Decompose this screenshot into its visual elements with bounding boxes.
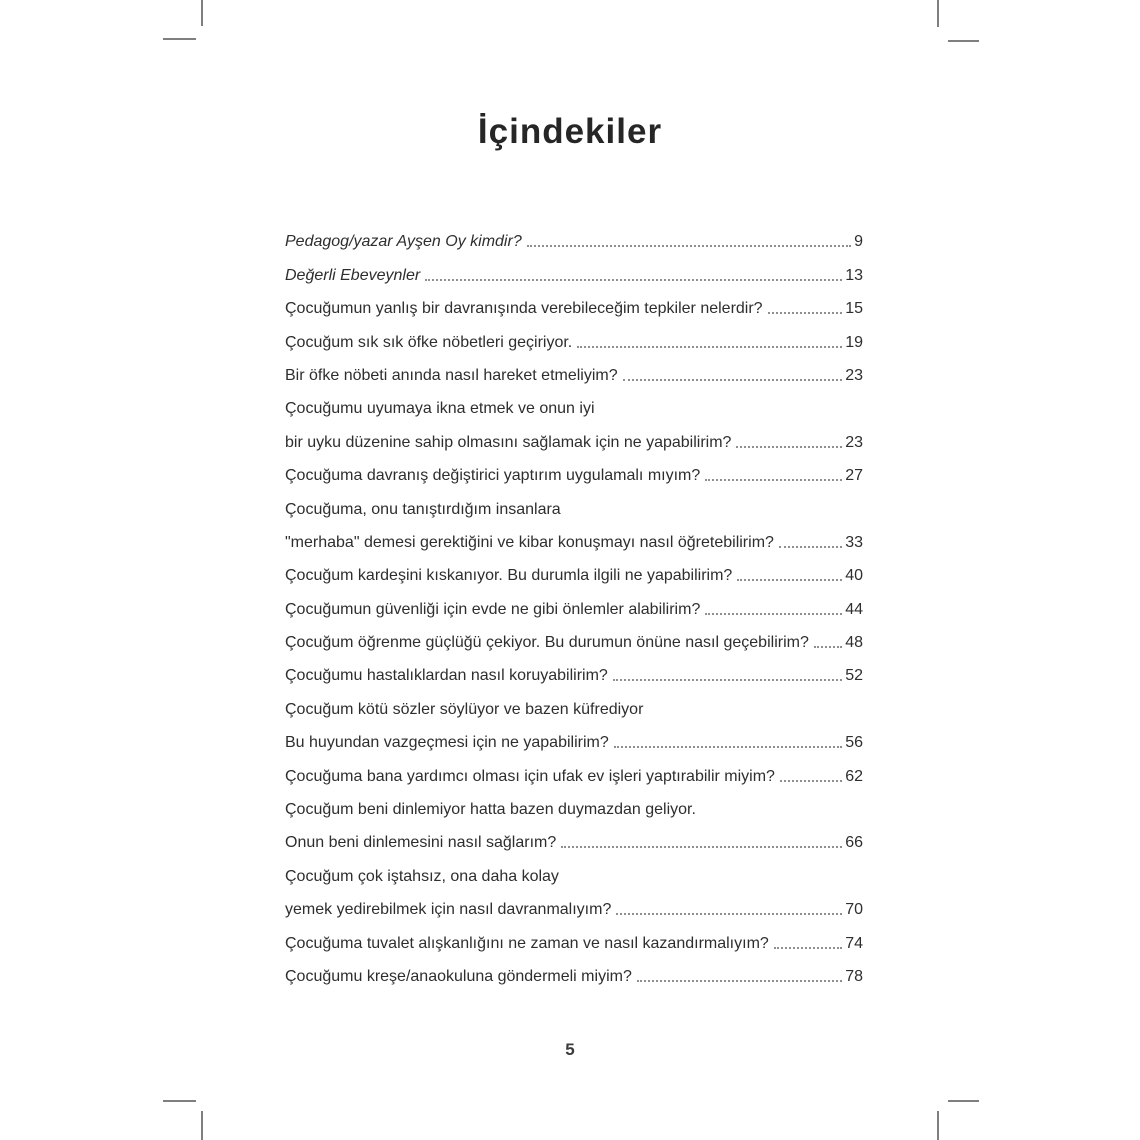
toc-entry-text: Çocuğuma, onu tanıştırdığım insanlara — [285, 500, 561, 518]
toc-leader-dots — [736, 446, 842, 448]
toc-leader-dots — [616, 913, 842, 915]
toc-leader-dots — [613, 679, 842, 681]
toc-entry-line — [285, 253, 863, 286]
page-number: 5 — [565, 1040, 575, 1059]
toc-entry-text: Pedagog/yazar Ayşen Oy kimdir? — [285, 233, 522, 251]
toc-leader-dots — [623, 379, 843, 381]
toc-entry-text: Değerli Ebeveynler — [285, 266, 421, 284]
crop-mark-bottom-left-horizontal — [163, 1100, 196, 1102]
toc-page-number: 74 — [845, 934, 863, 952]
crop-mark-top-right-horizontal — [948, 40, 979, 42]
toc-entry-line — [285, 687, 863, 720]
toc-leader-dots — [425, 279, 842, 281]
toc-entry-text: Çocuğumun güvenliği için evde ne gibi önlemler alabilirim? — [285, 600, 701, 618]
crop-mark-bottom-left-vertical — [201, 1111, 203, 1140]
toc-entry-text: Onun beni dinlemesini nasıl sağlarım? — [285, 834, 557, 852]
toc-entry-line — [285, 621, 863, 654]
toc-page-number: 27 — [845, 467, 863, 485]
page-title: İçindekiler — [477, 112, 663, 151]
toc-leader-dots — [705, 479, 842, 481]
toc-leader-dots — [768, 312, 843, 314]
toc-leader-dots — [614, 746, 842, 748]
toc-entry-line — [285, 888, 863, 921]
toc-list — [285, 220, 863, 988]
toc-entry-text: Çocuğuma bana yardımcı olması için ufak ev işleri yaptırabilir miyim? — [285, 767, 775, 785]
toc-page-number: 40 — [845, 567, 863, 585]
toc-page-number: 15 — [845, 300, 863, 318]
toc-page-number: 33 — [845, 533, 863, 551]
toc-entry-line — [285, 487, 863, 520]
toc-entry-line — [285, 821, 863, 854]
toc-entry-text: Çocuğum beni dinlemiyor hatta bazen duymazdan geliyor. — [285, 801, 696, 819]
toc-entry-line — [285, 454, 863, 487]
toc-entry-text: Bir öfke nöbeti anında nasıl hareket etmeliyim? — [285, 366, 618, 384]
toc-entry-text: bir uyku düzenine sahip olmasını sağlamak için ne yapabilirim? — [285, 433, 732, 451]
toc-entry-line — [285, 721, 863, 754]
toc-entry-text: Çocuğuma davranış değiştirici yaptırım uygulamalı mıyım? — [285, 467, 701, 485]
toc-page-number: 70 — [845, 901, 863, 919]
toc-leader-dots — [779, 546, 842, 548]
toc-entry-text: Çocuğumu hastalıklardan nasıl koruyabilirim? — [285, 667, 608, 685]
toc-leader-dots — [705, 613, 842, 615]
toc-entry-line — [285, 320, 863, 353]
toc-entry-line — [285, 387, 863, 420]
crop-mark-bottom-right-horizontal — [948, 1100, 979, 1102]
toc-page-number: 44 — [845, 600, 863, 618]
toc-entry-text: Çocuğum sık sık öfke nöbetleri geçiriyor. — [285, 333, 573, 351]
toc-leader-dots — [774, 947, 842, 949]
toc-entry-text: Bu huyundan vazgeçmesi için ne yapabilirim? — [285, 734, 609, 752]
toc-entry-line — [285, 554, 863, 587]
toc-entry-text: Çocuğum çok iştahsız, ona daha kolay — [285, 867, 559, 885]
toc-page-number: 62 — [845, 767, 863, 785]
toc-entry-line — [285, 521, 863, 554]
toc-entry-text: Çocuğum öğrenme güçlüğü çekiyor. Bu durumun önüne nasıl geçebilirim? — [285, 634, 809, 652]
crop-mark-top-left-vertical — [201, 0, 203, 26]
toc-page-number: 13 — [845, 266, 863, 284]
toc-entry-text: Çocuğumu kreşe/anaokuluna göndermeli miyim? — [285, 967, 632, 985]
toc-entry-text: Çocuğum kötü sözler söylüyor ve bazen küfrediyor — [285, 700, 644, 718]
toc-entry-line — [285, 955, 863, 988]
toc-leader-dots — [527, 245, 851, 247]
toc-page-number: 66 — [845, 834, 863, 852]
toc-entry-line — [285, 587, 863, 620]
toc-leader-dots — [780, 780, 842, 782]
toc-entry-text: yemek yedirebilmek için nasıl davranmalıyım? — [285, 901, 612, 919]
toc-leader-dots — [814, 646, 842, 648]
toc-page-number: 48 — [845, 634, 863, 652]
toc-entry-line — [285, 420, 863, 453]
toc-page-number: 23 — [845, 433, 863, 451]
toc-entry-line — [285, 220, 863, 253]
toc-entry-line — [285, 788, 863, 821]
toc-entry-line — [285, 921, 863, 954]
toc-page-number: 78 — [845, 967, 863, 985]
toc-leader-dots — [637, 980, 842, 982]
crop-mark-bottom-right-vertical — [937, 1111, 939, 1140]
toc-entry-line — [285, 754, 863, 787]
toc-entry-text: Çocuğumu uyumaya ikna etmek ve onun iyi — [285, 400, 595, 418]
crop-mark-top-left-horizontal — [163, 38, 196, 40]
toc-leader-dots — [577, 346, 842, 348]
crop-mark-top-right-vertical — [937, 0, 939, 27]
toc-page-number: 23 — [845, 366, 863, 384]
toc-entry-line — [285, 354, 863, 387]
toc-entry-text: "merhaba" demesi gerektiğini ve kibar konuşmayı nasıl öğretebilirim? — [285, 533, 774, 551]
toc-page-number: 19 — [845, 333, 863, 351]
toc-page-number: 52 — [845, 667, 863, 685]
toc-page-number: 56 — [845, 734, 863, 752]
toc-entry-line — [285, 854, 863, 887]
toc-leader-dots — [737, 579, 842, 581]
toc-entry-line — [285, 287, 863, 320]
toc-entry-line — [285, 654, 863, 687]
toc-entry-text: Çocuğum kardeşini kıskanıyor. Bu durumla ilgili ne yapabilirim? — [285, 567, 733, 585]
toc-page-number: 9 — [854, 233, 863, 251]
toc-entry-text: Çocuğuma tuvalet alışkanlığını ne zaman ve nasıl kazandırmalıyım? — [285, 934, 769, 952]
toc-entry-text: Çocuğumun yanlış bir davranışında verebileceğim tepkiler nelerdir? — [285, 300, 763, 318]
toc-leader-dots — [561, 846, 842, 848]
